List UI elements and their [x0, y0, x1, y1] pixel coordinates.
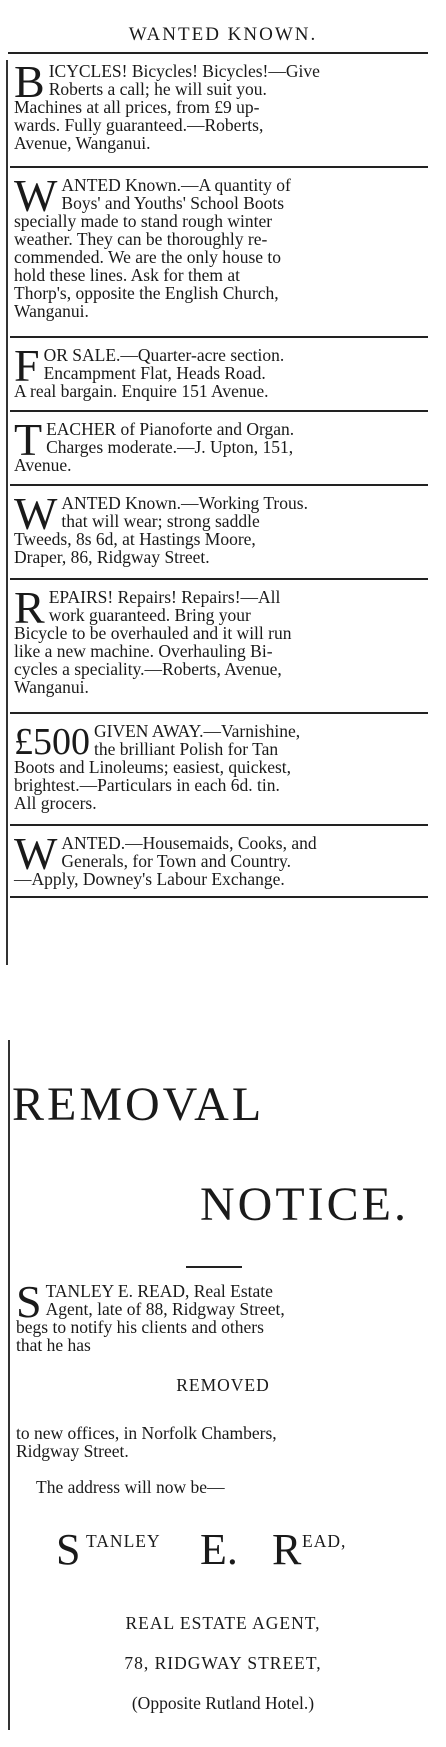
notice-title-notice: NOTICE. — [200, 1178, 409, 1231]
ad-separator — [10, 824, 428, 826]
ad-line: ANTED Known.—A quantity of — [61, 175, 291, 195]
ad-dropcap: T — [14, 414, 43, 465]
name-ead: EAD, — [302, 1531, 347, 1551]
ad-line: Thorp's, opposite the English Church, — [14, 283, 279, 303]
notice-line: TANLEY E. READ, Real Estate — [45, 1281, 273, 1301]
column-title: WANTED KNOWN. — [128, 24, 318, 45]
top-rule — [8, 52, 428, 54]
ad-line: Charges moderate.—J. Upton, 151, — [46, 437, 294, 457]
ad-separator — [10, 166, 428, 168]
ad-line: Generals, for Town and Country. — [61, 851, 292, 871]
ad-teacher — [14, 414, 428, 475]
ad-line: GIVEN AWAY.—Varnishine, — [94, 721, 301, 741]
name-initial-r: R — [272, 1525, 302, 1574]
ad-line: that will wear; strong saddle — [61, 511, 260, 531]
ad-line: Boots and Linoleums; easiest, quickest, — [14, 757, 292, 777]
ad-trousers — [14, 488, 428, 567]
ad-line: hold these lines. Ask for them at — [14, 265, 241, 285]
ad-line: Wanganui. — [14, 677, 89, 697]
ad-line: like a new machine. Overhauling Bi- — [14, 641, 273, 661]
notice-removed: REMOVED — [176, 1375, 270, 1395]
ad-separator — [10, 712, 428, 714]
ad-line: Tweeds, 8s 6d, at Hastings Moore, — [14, 529, 256, 549]
ad-school-boots — [14, 170, 428, 321]
notice-new-office-line: Ridgway Street. — [16, 1441, 129, 1461]
ad-line: ICYCLES! Bicycles! Bicycles!—Give — [48, 61, 320, 81]
notice-line: that he has — [16, 1335, 91, 1355]
name-initial-s: S — [56, 1525, 81, 1574]
ad-line: Avenue. — [14, 455, 72, 475]
notice-line: Agent, late of 88, Ridgway Street, — [45, 1299, 285, 1319]
ad-bicycles — [14, 56, 428, 153]
notice-dropcap: S — [16, 1276, 42, 1327]
ad-dropcap: W — [14, 828, 58, 879]
ad-line: Wanganui. — [14, 301, 89, 321]
ad-line: weather. They can be thoroughly re- — [14, 229, 268, 249]
ad-repairs — [14, 582, 428, 697]
ad-line: commended. We are the only house to — [14, 247, 282, 267]
notice-divider — [186, 1266, 242, 1268]
ad-line: the brilliant Polish for Tan — [94, 739, 279, 759]
ad-line: Avenue, Wanganui. — [14, 133, 151, 153]
column-bottom-rule — [10, 896, 428, 898]
name-initial-e: E. — [200, 1525, 238, 1574]
ad-line: ANTED Known.—Working Trous. — [61, 493, 308, 513]
ad-for-sale — [14, 340, 428, 401]
ad-separator — [10, 484, 428, 486]
ad-line: A real bargain. Enquire 151 Avenue. — [14, 381, 269, 401]
ad-dropcap: W — [14, 488, 58, 539]
notice-new-office-line: to new offices, in Norfolk Chambers, — [16, 1423, 277, 1443]
ad-housemaids — [14, 828, 428, 889]
ad-varnishine — [14, 722, 428, 812]
ad-dropcap: B — [14, 56, 45, 107]
name-tanley: TANLEY — [86, 1531, 161, 1551]
ad-separator — [10, 336, 428, 338]
ad-line: Encampment Flat, Heads Road. — [43, 363, 266, 383]
ad-line: Roberts a call; he will suit you. — [48, 79, 267, 99]
ad-line: cycles a speciality.—Roberts, Avenue, — [14, 659, 282, 679]
ad-separator — [10, 410, 428, 412]
ad-dropcap: W — [14, 170, 58, 221]
ad-line: EPAIRS! Repairs! Repairs!—All — [48, 587, 281, 607]
column-left-rule — [6, 60, 8, 965]
ad-dropcap: £500 — [14, 721, 90, 763]
notice-title-removal: REMOVAL — [12, 1078, 265, 1131]
ad-dropcap: F — [14, 340, 40, 391]
ad-line: brightest.—Particulars in each 6d. tin. — [14, 775, 280, 795]
ad-line: Bicycle to be overhauled and it will run — [14, 623, 292, 643]
notice-intro — [16, 1276, 430, 1355]
ad-dropcap: R — [14, 582, 45, 633]
ad-line: Machines at all prices, from £9 up- — [14, 97, 260, 117]
ad-line: OR SALE.—Quarter-acre section. — [43, 345, 285, 365]
ad-separator — [10, 578, 428, 580]
ad-line: EACHER of Pianoforte and Organ. — [46, 419, 295, 439]
notice-line: begs to notify his clients and others — [16, 1317, 264, 1337]
ad-line: wards. Fully guaranteed.—Roberts, — [14, 115, 264, 135]
ad-line: —Apply, Downey's Labour Exchange. — [14, 869, 285, 889]
ad-line: specially made to stand rough winter — [14, 211, 273, 231]
ad-line: work guaranteed. Bring your — [48, 605, 251, 625]
ad-line: Boys' and Youths' School Boots — [61, 193, 285, 213]
ad-line: All grocers. — [14, 793, 97, 813]
ad-line: ANTED.—Housemaids, Cooks, and — [61, 833, 317, 853]
ad-line: Draper, 86, Ridgway Street. — [14, 547, 210, 567]
notice-opposite: (Opposite Rutland Hotel.) — [131, 1693, 315, 1713]
notice-address-intro: The address will now be— — [36, 1477, 225, 1497]
notice-role: REAL ESTATE AGENT, — [125, 1613, 321, 1633]
notice-street: 78, RIDGWAY STREET, — [124, 1653, 322, 1673]
